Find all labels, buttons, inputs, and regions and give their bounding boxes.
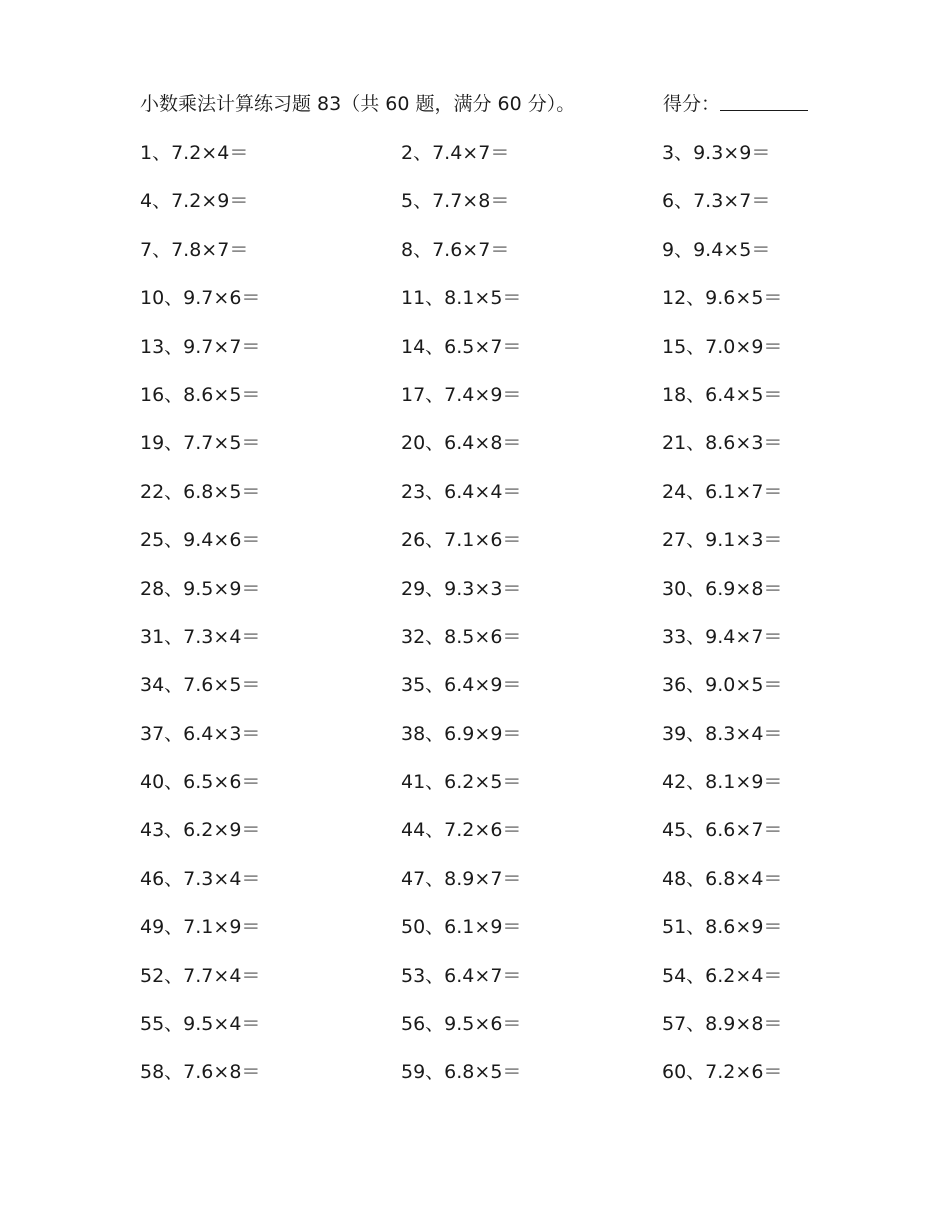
worksheet-title: 小数乘法计算练习题 83（共 60 题，满分 60 分）。 (140, 93, 576, 115)
problem-item: 43、6.2×9＝ (140, 819, 261, 842)
problem-item: 2、7.4×7＝ (401, 142, 510, 164)
problem-item: 6、7.3×7＝ (662, 190, 771, 213)
problem-item: 4、7.2×9＝ (140, 190, 249, 213)
problem-item: 51、8.6×9＝ (662, 916, 783, 939)
problem-item: 21、8.6×3＝ (662, 432, 783, 455)
problem-item: 14、6.5×7＝ (401, 335, 522, 358)
problem-item: 50、6.1×9＝ (401, 916, 522, 939)
problem-item: 17、7.4×9＝ (401, 383, 522, 406)
problem-item: 18、6.4×5＝ (662, 383, 783, 406)
problem-item: 7、7.8×7＝ (140, 238, 249, 261)
problem-item: 49、7.1×9＝ (140, 916, 261, 939)
problem-item: 5、7.7×8＝ (401, 190, 510, 213)
problem-item: 44、7.2×6＝ (401, 819, 522, 842)
problem-item: 45、6.6×7＝ (662, 819, 783, 842)
problem-item: 59、6.8×5＝ (401, 1061, 522, 1084)
problem-item: 30、6.9×8＝ (662, 577, 783, 600)
problem-item: 24、6.1×7＝ (662, 480, 783, 503)
problem-item: 29、9.3×3＝ (401, 577, 522, 600)
problem-item: 27、9.1×3＝ (662, 529, 783, 552)
problem-item: 53、6.4×7＝ (401, 964, 522, 987)
problem-item: 47、8.9×7＝ (401, 867, 522, 890)
problem-item: 41、6.2×5＝ (401, 771, 522, 794)
problem-item: 12、9.6×5＝ (662, 287, 783, 310)
problem-item: 15、7.0×9＝ (662, 335, 783, 358)
problem-item: 16、8.6×5＝ (140, 383, 261, 406)
problem-item: 58、7.6×8＝ (140, 1061, 261, 1084)
problem-item: 11、8.1×5＝ (401, 287, 522, 310)
problem-item: 20、6.4×8＝ (401, 432, 522, 455)
problem-item: 35、6.4×9＝ (401, 674, 522, 697)
problem-item: 37、6.4×3＝ (140, 722, 261, 745)
problem-item: 1、7.2×4＝ (140, 142, 249, 164)
problem-item: 38、6.9×9＝ (401, 722, 522, 745)
problem-item: 33、9.4×7＝ (662, 625, 783, 648)
problem-item: 40、6.5×6＝ (140, 771, 261, 794)
worksheet-header (140, 88, 830, 120)
problem-item: 10、9.7×6＝ (140, 287, 261, 310)
problem-item: 23、6.4×4＝ (401, 480, 522, 503)
problem-item: 36、9.0×5＝ (662, 674, 783, 697)
problem-item: 56、9.5×6＝ (401, 1013, 522, 1036)
problem-item: 8、7.6×7＝ (401, 238, 510, 261)
score-area (663, 88, 808, 120)
score-label: 得分： (663, 93, 721, 115)
problem-item: 54、6.2×4＝ (662, 964, 783, 987)
problem-item: 9、9.4×5＝ (662, 238, 771, 261)
problem-item: 48、6.8×4＝ (662, 867, 783, 890)
problem-item: 57、8.9×8＝ (662, 1013, 783, 1036)
problem-item: 34、7.6×5＝ (140, 674, 261, 697)
problem-item: 46、7.3×4＝ (140, 867, 261, 890)
problem-item: 32、8.5×6＝ (401, 625, 522, 648)
problem-item: 60、7.2×6＝ (662, 1061, 783, 1084)
problem-item: 28、9.5×9＝ (140, 577, 261, 600)
problem-grid (140, 137, 840, 1105)
score-blank-line[interactable] (720, 88, 808, 111)
problem-item: 42、8.1×9＝ (662, 771, 783, 794)
problem-item: 13、9.7×7＝ (140, 335, 261, 358)
problem-item: 52、7.7×4＝ (140, 964, 261, 987)
problem-item: 31、7.3×4＝ (140, 625, 261, 648)
problem-item: 26、7.1×6＝ (401, 529, 522, 552)
problem-item: 25、9.4×6＝ (140, 529, 261, 552)
problem-item: 22、6.8×5＝ (140, 480, 261, 503)
problem-item: 55、9.5×4＝ (140, 1013, 261, 1036)
problem-item: 3、9.3×9＝ (662, 142, 771, 164)
problem-item: 19、7.7×5＝ (140, 432, 261, 455)
problem-item: 39、8.3×4＝ (662, 722, 783, 745)
